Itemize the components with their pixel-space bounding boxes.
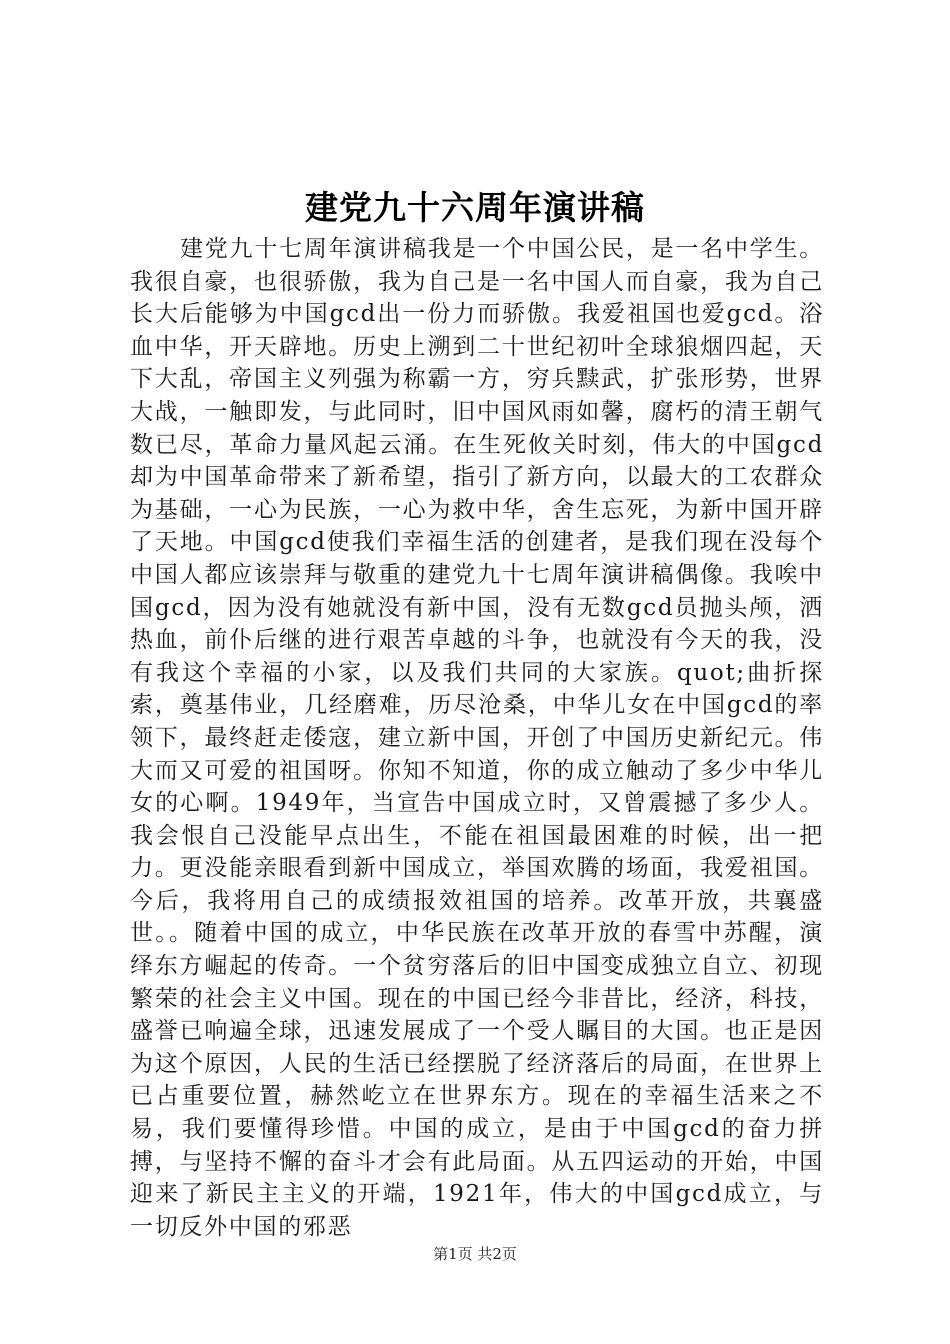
document-body-paragraph: 建党九十七周年演讲稿我是一个中国公民，是一名中学生。我很自豪，也很骄傲，我为自己是一名中国人而自豪，我为自己长大后能够为中国gcd出一份力而骄傲。我爱祖国也爱gcd。浴血中华，开天辟地。历史上溯到二十世纪初叶全球狼烟四起，天下大乱，帝国主义列强为称霸一方，穷兵黩武，扩张形势，世界大战，一触即发，与此同时，旧中国风雨如馨，腐朽的清王朝气数已尽，革命力量风起云涌。在生死攸关时刻，伟大的中国gcd却为中国革命带来了新希望，指引了新方向，以最大的工农群众为基础，一心为民族，一心为救中华，舍生忘死，为新中国开辟了天地。中国gcd使我们幸福生活的创建者，是我们现在没每个中国人都应该崇拜与敬重的建党九十七周年演讲稿偶像。我唉中国gcd，因为没有她就没有新中国，没有无数gcd员抛头颅，洒热血，前仆后继的进行艰苦卓越的斗争，也就没有今天的我，没有我这个幸福的小家，以及我们共同的大家族。quot;曲折探索，奠基伟业，几经磨难，历尽沧桑，中华儿女在中国gcd的率领下，最终赶走倭寇，建立新中国，开创了中国历史新纪元。伟大而又可爱的祖国呀。你知不知道，你的成立触动了多少中华儿女的心啊。1949年，当宣告中国成立时，又曾震撼了多少人。我会恨自己没能早点出生，不能在祖国最困难的时候，出一把力。更没能亲眼看到新中国成立，举国欢腾的场面，我爱祖国。今后，我将用自己的成绩报效祖国的培养。改革开放，共襄盛世。。随着中国的成立，中华民族在改革开放的春雪中苏醒，演绎东方崛起的传奇。一个贫穷落后的旧中国变成独立自立、初现繁荣的社会主义中国。现在的中国已经今非昔比，经济，科技，盛誉已响遍全球，迅速发展成了一个受人瞩目的大国。也正是因为这个原因，人民的生活已经摆脱了经济落后的局面，在世界上已占重要位置，赫然屹立在世界东方。现在的幸福生活来之不易，我们要懂得珍惜。中国的成立，是由于中国gcd的奋力拼搏，与坚持不懈的奋斗才会有此局面。从五四运动的开始，中国迎来了新民主主义的开端，1921年，伟大的中国gcd成立，与一切反外中国的邪恶 bbox=[130, 236, 824, 1240]
document-title: 建党九十六周年演讲稿 bbox=[305, 188, 645, 227]
page-footer: 第1页 共2页 bbox=[433, 1245, 517, 1263]
